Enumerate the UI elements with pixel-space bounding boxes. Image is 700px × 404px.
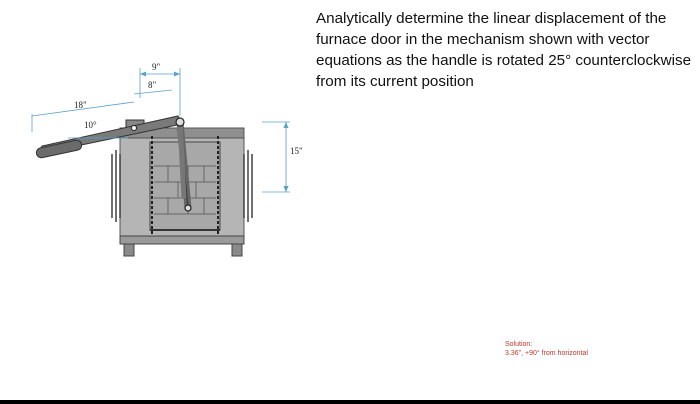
dim-label-10-deg: 10° bbox=[84, 120, 97, 130]
right-fins bbox=[244, 150, 252, 222]
furnace-base bbox=[120, 236, 244, 244]
problem-statement: Analytically determine the linear displacement of the furnace door in the mechanism shown with vector equations as the handle is rotated 25° counterclockwise from its current position bbox=[316, 10, 692, 90]
pivot-pin-top bbox=[176, 118, 184, 126]
solution-answer: 3.36", +90° from horizontal bbox=[505, 350, 588, 357]
solution-label: Solution: bbox=[505, 341, 533, 348]
furnace-door-mechanism-figure bbox=[28, 58, 308, 264]
bottom-border bbox=[0, 400, 700, 404]
solution-block bbox=[505, 340, 588, 358]
pivot-pin-handle bbox=[132, 126, 137, 131]
dim-label-8: 8" bbox=[148, 80, 157, 90]
dim-label-15: 15" bbox=[290, 146, 303, 156]
dim-label-9: 9" bbox=[152, 62, 161, 72]
left-fins bbox=[112, 150, 120, 222]
pivot-pin-door bbox=[185, 205, 191, 211]
dim-label-18: 18" bbox=[74, 100, 87, 110]
left-leg bbox=[124, 244, 134, 256]
right-leg bbox=[232, 244, 242, 256]
